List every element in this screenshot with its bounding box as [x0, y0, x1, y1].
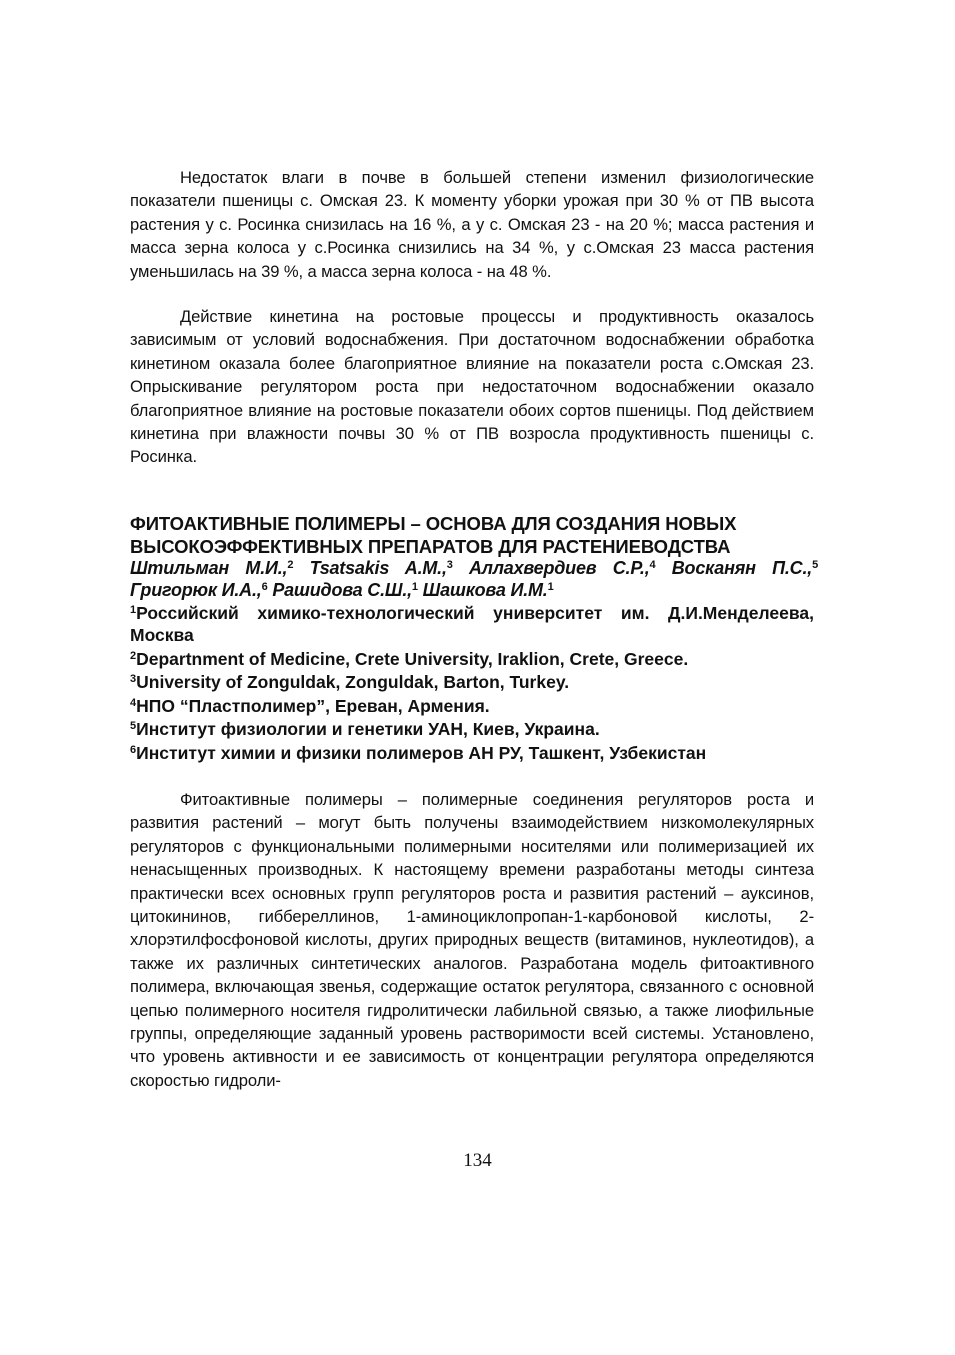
affiliation-text: Российский химико-технологический университет им. Д.И.Менделеева, Москва: [130, 603, 814, 645]
affiliation-number: 4: [130, 696, 137, 709]
affiliation-text: Departnment of Medicine, Crete University, Iraklion, Crete, Greece.: [136, 648, 689, 669]
affiliation-item: [130, 602, 814, 646]
author-affiliation-mark: 6: [261, 581, 268, 593]
affiliation-text: НПО “Пластполимер”, Ереван, Армения.: [136, 695, 490, 716]
author-name: Григорюк И.А.,: [130, 580, 262, 600]
author-name: Шашкова И.М.: [422, 580, 548, 600]
affiliation-number: 5: [130, 720, 137, 732]
affiliation-list: [130, 602, 814, 765]
affiliation-text: Институт химии и физики полимеров АН РУ, Ташкент, Узбекистан: [136, 742, 707, 763]
author-affiliation-mark: 1: [547, 581, 554, 593]
author-name: Аллахвердиев С.Р.,: [469, 558, 650, 578]
author-affiliation-mark: 3: [446, 559, 453, 571]
affiliation-item: [130, 718, 814, 740]
paragraph-text: Фитоактивные полимеры – полимерные соединения регуляторов роста и развития растений – могут быть получены взаимодействием низкомолекулярных регуляторов с функциональными полимерными носителями или полимеризацией их ненасыщенных производных. К настоящему времени разработаны методы синтеза практически всех основных групп регуляторов роста и развития растений – ауксинов, цитокининов, гиббереллинов, 1-аминоциклопропан-1-карбоновой кислоты, 2-хлорэтилфосфоновой кислоты, других природных веществ (витаминов, нуклеотидов), а также их различных синтетических аналогов. Разработана модель фитоактивного полимера, включающая звенья, содержащие остаток регулятора, связанного с основной цепью полимерного носителя гидролитически лабильной связью, а также лиофильные группы, определяющие заданный уровень растворимости всей системы. Установлено, что уровень активности и ее зависимость от концентрации регулятора определяются скоростью гидроли-: [130, 790, 814, 1090]
author-affiliation-mark: 2: [287, 559, 294, 571]
affiliation-item: [130, 742, 814, 764]
author-name: Tsatsakis A.M.,: [309, 558, 447, 578]
affiliation-item: [130, 695, 814, 717]
paragraph-kinetin-effects: [130, 305, 814, 469]
paragraph-text: Действие кинетина на ростовые процессы и продуктивность оказалось зависимым от условий водоснабжения. При достаточном водоснабжении обработка кинетином оказала более благоприятное влияние на показатели роста с.Омская 23. Опрыскивание регулятором роста при недостаточном водоснабжении оказало благоприятное влияние на ростовые показатели обоих сортов пшеницы. Под действием кинетина при влажности почвы 30 % от ПВ возросла продуктивность пшеницы с. Росинка.: [130, 307, 814, 467]
author-list: [130, 557, 818, 601]
affiliation-number: 1: [130, 604, 137, 616]
article-title: ФИТОАКТИВНЫЕ ПОЛИМЕРЫ – ОСНОВА ДЛЯ СОЗДАНИЯ НОВЫХ ВЫСОКОЭФФЕКТИВНЫХ ПРЕПАРАТОВ ДЛЯ РАСТЕНИЕВОДСТВА: [130, 513, 737, 557]
affiliation-text: Институт физиологии и генетики УАН, Киев, Украина.: [136, 719, 600, 739]
paragraph-drought-effects: [130, 166, 814, 283]
affiliation-item: [130, 648, 814, 670]
paragraph-phytoactive-polymers: [130, 788, 814, 1092]
author-affiliation-mark: 4: [649, 559, 656, 571]
affiliation-item: [130, 671, 814, 693]
author-name: Штильман М.И.,: [130, 558, 288, 578]
paragraph-text: Недостаток влаги в почве в большей степени изменил физиологические показатели пшеницы с. Омская 23. К моменту уборки урожая при 30 % от ПВ высота растения у с. Росинка снизилась на 16 %, а у с. Омская 23 - на 20 %; масса растения и масса зерна колоса у с.Росинка снизились на 34 %, у с.Омская 23 масса растения уменьшилась на 39 %, а масса зерна колоса - на 48 %.: [130, 168, 814, 281]
author-affiliation-mark: 1: [411, 581, 418, 593]
page-number: 134: [463, 1150, 492, 1171]
affiliation-number: 6: [130, 743, 137, 756]
author-affiliation-mark: 5: [812, 559, 818, 571]
author-name: Рашидова С.Ш.,: [272, 580, 412, 600]
affiliation-number: 3: [130, 673, 137, 685]
affiliation-text: University of Zonguldak, Zonguldak, Barton, Turkey.: [136, 672, 570, 692]
author-name: Восканян П.С.,: [671, 558, 813, 578]
affiliation-number: 2: [130, 649, 137, 662]
